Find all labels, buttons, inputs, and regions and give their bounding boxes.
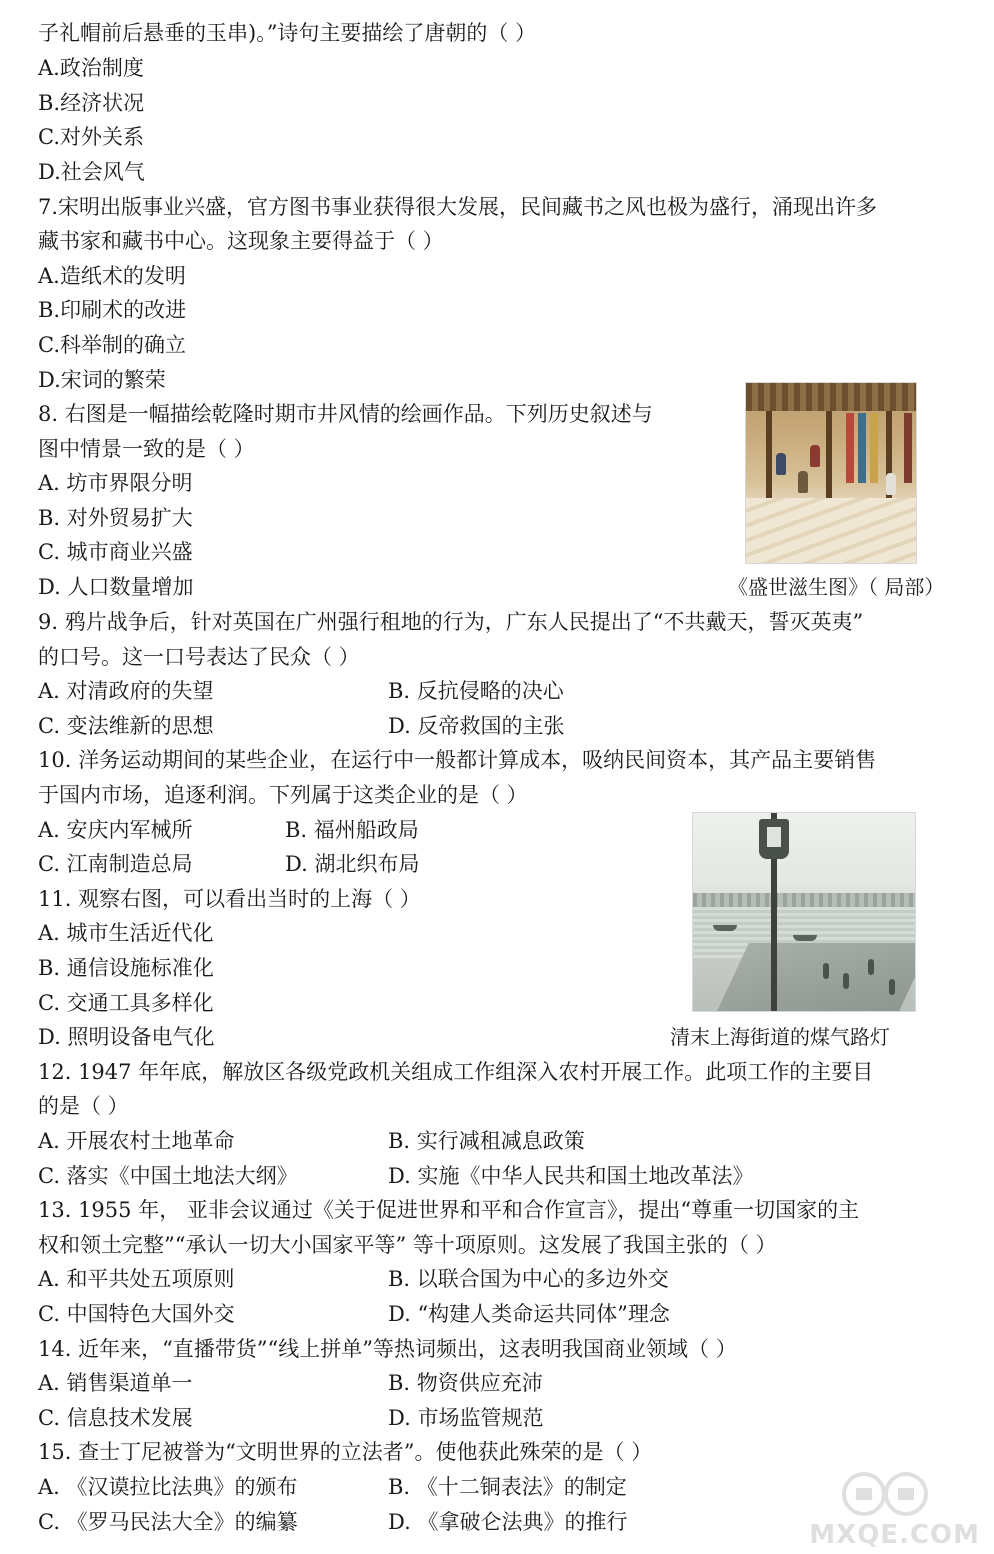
q13-stem-line2: 权和领土完整”“承认一切大小国家平等” 等十项原则。这发展了我国主张的（ ） [38,1233,777,1257]
q10-option-c: C. 江南制造总局 [38,852,193,876]
q12-option-b: B. 实行减租减息政策 [388,1129,585,1153]
q11-option-c: C. 交通工具多样化 [38,991,214,1015]
q6-option-a: A.政治制度 [38,56,144,80]
q13-option-c: C. 中国特色大国外交 [38,1302,235,1326]
q12-stem-line2: 的是（ ） [38,1094,129,1118]
watermark-logo-icon [840,1470,930,1518]
q14-option-b: B. 物资供应充沛 [388,1371,543,1395]
q8-option-b: B. 对外贸易扩大 [38,506,193,530]
q6-stem-tail: 子礼帽前后悬垂的玉串)。”诗句主要描绘了唐朝的（ ） [38,21,537,45]
q9-option-b: B. 反抗侵略的决心 [388,679,564,703]
q12-option-d: D. 实施《中华人民共和国土地改革法》 [388,1164,754,1188]
q6-option-c: C.对外关系 [38,125,144,149]
q13-option-b: B. 以联合国为中心的多边外交 [388,1267,669,1291]
q12-option-a: A. 开展农村土地革命 [38,1129,235,1153]
q11-stem: 11. 观察右图，可以看出当时的上海（ ） [38,887,421,911]
q12-stem-line1: 12. 1947 年年底，解放区各级党政机关组成工作组深入农村开展工作。此项工作的主要目 [38,1060,874,1084]
painting-caption: 《盛世滋生图》（ 局部） [728,575,945,599]
q15-stem: 15. 查士丁尼被誉为“文明世界的立法者”。使他获此殊荣的是（ ） [38,1440,653,1464]
site-watermark [809,1470,980,1550]
q9-option-c: C. 变法维新的思想 [38,714,214,738]
q7-option-a: A.造纸术的发明 [38,264,186,288]
q12-option-c: C. 落实《中国土地法大纲》 [38,1164,298,1188]
q7-stem-line2: 藏书家和藏书中心。这现象主要得益于（ ） [38,229,444,253]
q8-option-a: A. 坊市界限分明 [38,471,193,495]
q9-stem-line1: 9. 鸦片战争后，针对英国在广州强行租地的行为，广东人民提出了“不共戴天，誓灭英夷” [38,610,864,634]
q11-option-b: B. 通信设施标准化 [38,956,214,980]
street-lamp-image [692,812,916,1012]
q13-option-a: A. 和平共处五项原则 [38,1267,235,1291]
q10-stem-line1: 10. 洋务运动期间的某些企业，在运行中一般都计算成本，吸纳民间资本，其产品主要销售 [38,748,877,772]
q14-option-d: D. 市场监管规范 [388,1406,544,1430]
q7-option-d: D.宋词的繁荣 [38,368,166,392]
q7-option-c: C.科举制的确立 [38,333,186,357]
q6-option-b: B.经济状况 [38,91,145,115]
q10-option-b: B. 福州船政局 [285,818,419,842]
watermark-text: MXQE.COM [809,1520,980,1550]
q15-option-a: A. 《汉谟拉比法典》的颁布 [38,1475,298,1499]
street-lamp-caption: 清末上海街道的煤气路灯 [670,1025,890,1049]
q13-stem-line1: 13. 1955 年， 亚非会议通过《关于促进世界和平和合作宣言》，提出“尊重一切国家的主 [38,1198,860,1222]
q10-stem-line2: 于国内市场，追逐利润。下列属于这类企业的是（ ） [38,783,528,807]
q10-option-a: A. 安庆内军械所 [38,818,193,842]
q15-option-c: C. 《罗马民法大全》的编纂 [38,1510,298,1534]
q14-option-c: C. 信息技术发展 [38,1406,193,1430]
q8-option-d: D. 人口数量增加 [38,575,194,599]
q7-stem-line1: 7.宋明出版事业兴盛，官方图书事业获得很大发展，民间藏书之风也极为盛行，涌现出许多 [38,195,878,219]
q8-option-c: C. 城市商业兴盛 [38,540,193,564]
q9-option-a: A. 对清政府的失望 [38,679,214,703]
q8-stem-line2: 图中情景一致的是（ ） [38,437,255,461]
q9-option-d: D. 反帝救国的主张 [388,714,565,738]
q10-option-d: D. 湖北织布局 [285,852,420,876]
painting-image [745,382,917,564]
q14-option-a: A. 销售渠道单一 [38,1371,193,1395]
q14-stem: 14. 近年来，“直播带货”“线上拼单”等热词频出，这表明我国商业领域（ ） [38,1337,737,1361]
q15-option-d: D. 《拿破仑法典》的推行 [388,1510,628,1534]
q13-option-d: D. “构建人类命运共同体”理念 [388,1302,670,1326]
q9-stem-line2: 的口号。这一口号表达了民众（ ） [38,645,360,669]
q8-stem-line1: 8. 右图是一幅描绘乾隆时期市井风情的绘画作品。下列历史叙述与 [38,402,653,426]
q6-option-d: D.社会风气 [38,160,145,184]
q15-option-b: B. 《十二铜表法》的制定 [388,1475,627,1499]
q11-option-a: A. 城市生活近代化 [38,921,214,945]
q11-option-d: D. 照明设备电气化 [38,1025,215,1049]
q7-option-b: B.印刷术的改进 [38,298,187,322]
